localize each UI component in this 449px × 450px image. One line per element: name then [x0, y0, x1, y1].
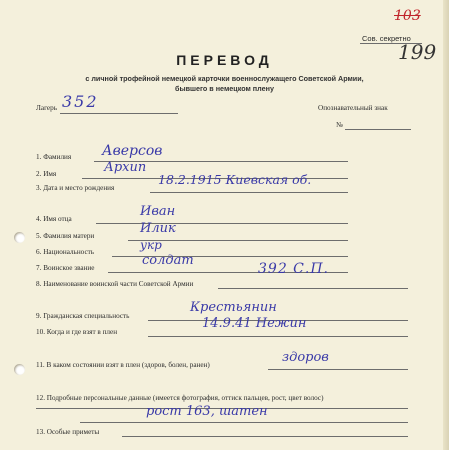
field-label-birth: 3. Дата и место рождения [36, 184, 115, 192]
field-value-unit: 392 С.П. [258, 261, 329, 277]
field-line-father [96, 223, 348, 224]
camp-underline [60, 113, 178, 114]
field-value-rank: солдат [142, 253, 194, 268]
field-line-personal-2 [80, 422, 408, 423]
document-title: ПЕРЕВОД [176, 52, 273, 68]
id-tag-label: Опознавательный знак [318, 104, 388, 112]
field-line-condition [268, 369, 408, 370]
field-label-rank: 7. Воинское звание [36, 264, 95, 272]
field-label-nationality: 6. Национальность [36, 248, 95, 256]
field-value-condition: здоров [282, 350, 329, 365]
field-line-marks [122, 436, 408, 437]
field-label-father: 4. Имя отца [36, 215, 72, 223]
field-value-occupation: Крестьянин [190, 300, 277, 315]
field-value-name: Архип [104, 160, 147, 175]
field-label-surname: 1. Фамилия [36, 153, 72, 161]
field-value-personal: рост 163, шатен [146, 404, 268, 419]
field-value-mother: Илик [140, 221, 176, 236]
field-label-personal: 12. Подробные персональные данные (имеется фотография, оттиск пальцев, рост, цвет волос) [36, 394, 324, 402]
camp-label: Лагерь [36, 104, 57, 112]
subtitle-line-2: бывшего в немецком плену [175, 84, 274, 93]
field-line-birth [150, 192, 348, 193]
punch-hole-bottom [14, 364, 25, 375]
classification-label: Сов. секретно [362, 34, 411, 43]
crossed-number: 103 [394, 8, 421, 24]
field-label-marks: 13. Особые приметы [36, 428, 100, 436]
id-tag-underline [345, 129, 411, 130]
field-label-capture: 10. Когда и где взят в плен [36, 328, 118, 336]
camp-value: 352 [62, 92, 99, 111]
handwritten-number: 199 [398, 40, 437, 64]
subtitle-line-1: с личной трофейной немецкой карточки военнослужащего Советской Армии, [85, 74, 364, 83]
field-value-surname: Аверсов [102, 143, 163, 159]
field-value-capture: 14.9.41 Нежин [202, 316, 307, 331]
id-tag-no-label: № [336, 121, 343, 129]
field-value-nationality: укр [140, 238, 162, 252]
field-value-father: Иван [140, 204, 176, 219]
field-label-mother: 5. Фамилия матери [36, 232, 95, 240]
field-label-unit: 8. Наименование воинской части Советской Армии [36, 280, 194, 288]
field-line-unit [218, 288, 408, 289]
field-value-birth: 18.2.1915 Киевская об. [158, 172, 312, 187]
field-label-occupation: 9. Гражданская специальность [36, 312, 130, 320]
punch-hole-top [14, 232, 25, 243]
field-label-condition: 11. В каком состоянии взят в плен (здоров, болен, ранен) [36, 361, 210, 369]
field-line-capture [148, 336, 408, 337]
field-label-name: 2. Имя [36, 170, 57, 178]
